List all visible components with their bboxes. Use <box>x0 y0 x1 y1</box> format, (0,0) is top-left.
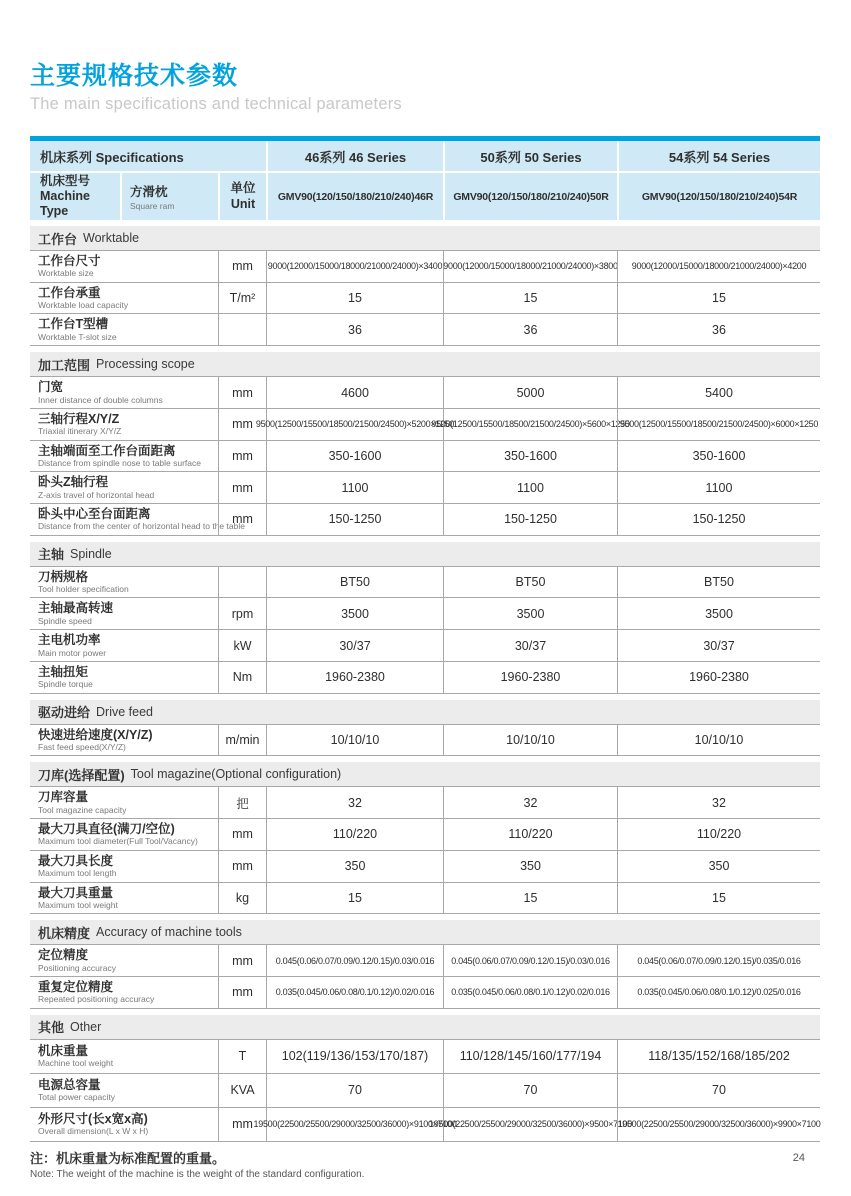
row-value: 110/220 <box>266 819 443 850</box>
row-label-cell <box>30 251 218 282</box>
section-title-en: Tool magazine(Optional configuration) <box>130 767 342 782</box>
row-value: 4600 <box>266 377 443 408</box>
section-rows <box>30 724 820 757</box>
row-label-zh: 电源总容量 <box>38 1077 101 1092</box>
row-label-en: Machine tool weight <box>38 1058 114 1069</box>
unit-label-en: Unit <box>230 196 256 211</box>
row-label-zh: 工作台尺寸 <box>38 254 101 268</box>
square-ram-cell <box>120 173 218 220</box>
row-value: 350-1600 <box>266 441 443 472</box>
page-subtitle: The main specifications and technical parameters <box>30 95 402 113</box>
row-value: 150-1250 <box>443 504 617 535</box>
section-rows <box>30 566 820 694</box>
table-section <box>30 352 820 536</box>
row-label-en: Spindle speed <box>38 615 92 626</box>
row-value: 1960-2380 <box>443 662 617 693</box>
table-row <box>30 1108 820 1142</box>
row-label-en: Spindle torque <box>38 679 93 690</box>
section-title-zh: 驱动进给 <box>38 705 91 721</box>
row-value: 15 <box>443 283 617 314</box>
row-value: 118/135/152/168/185/202 <box>617 1040 820 1073</box>
table-row <box>30 377 820 409</box>
row-unit: 把 <box>218 787 266 818</box>
row-label-cell <box>30 725 218 756</box>
row-label-zh: 最大刀具重量 <box>38 885 114 900</box>
row-unit: kg <box>218 883 266 914</box>
spec-table <box>30 136 820 1142</box>
row-value: 30/37 <box>443 630 617 661</box>
row-unit: mm <box>218 504 266 535</box>
section-title <box>30 542 820 566</box>
footer-note-en: Note: The weight of the machine is the weight of the standard configuration. <box>30 1168 365 1180</box>
row-unit: rpm <box>218 598 266 629</box>
row-label-en: Tool holder specification <box>38 584 129 595</box>
series-header-cell: 50系列 50 Series <box>443 141 617 171</box>
row-unit: Nm <box>218 662 266 693</box>
row-value: 19500(22500/25500/29000/32500/36000)×9500×7100 <box>443 1108 617 1141</box>
row-value: 350-1600 <box>617 441 820 472</box>
table-row <box>30 504 820 536</box>
row-value: 1100 <box>617 472 820 503</box>
footer-note-zh: 注：机床重量为标准配置的重量。 <box>30 1150 226 1166</box>
table-row <box>30 945 820 977</box>
row-label-en: Maximum tool length <box>38 868 117 879</box>
table-row <box>30 441 820 473</box>
row-value: 9500(12500/15500/18500/21500/24500)×5600×1250 <box>443 409 617 440</box>
table-row <box>30 1040 820 1074</box>
row-value: 150-1250 <box>266 504 443 535</box>
row-value: 1960-2380 <box>266 662 443 693</box>
row-label-cell <box>30 1108 218 1141</box>
row-label-zh: 主电机功率 <box>38 633 101 648</box>
section-title-en: Spindle <box>70 546 112 561</box>
row-value: 70 <box>443 1074 617 1107</box>
row-value: 36 <box>617 314 820 345</box>
row-label-en: Main motor power <box>38 647 107 658</box>
section-title-zh: 主轴 <box>38 547 65 563</box>
row-label-cell <box>30 977 218 1008</box>
row-value: 110/128/145/160/177/194 <box>443 1040 617 1073</box>
model-cell: GMV90(120/150/180/210/240)54R <box>617 173 820 220</box>
row-label-cell <box>30 1040 218 1073</box>
section-title-en: Accuracy of machine tools <box>96 925 242 940</box>
row-label-zh: 最大刀具长度 <box>38 853 114 868</box>
row-value: 15 <box>266 883 443 914</box>
row-value: 15 <box>443 883 617 914</box>
section-title-en: Worktable <box>83 231 140 245</box>
section-title-zh: 其他 <box>38 1020 65 1036</box>
unit-label-zh: 单位 <box>230 180 256 195</box>
section-title <box>30 920 820 944</box>
row-value: 0.035(0.045/0.06/0.08/0.1/0.12)/0.025/0.016 <box>617 977 820 1008</box>
footer-note <box>30 1148 820 1180</box>
row-label-zh: 定位精度 <box>38 948 89 963</box>
table-section <box>30 226 820 346</box>
row-value: 36 <box>266 314 443 345</box>
row-value: 9500(12500/15500/18500/21500/24500)×5200×1250 <box>266 409 443 440</box>
table-row <box>30 787 820 819</box>
row-label-zh: 卧头中心至台面距离 <box>38 507 151 522</box>
row-label-zh: 主轴最高转速 <box>38 601 114 616</box>
row-label-cell <box>30 1074 218 1107</box>
row-label-en: Repeated positioning accuracy <box>38 994 155 1005</box>
square-ram-label-zh: 方滑枕 <box>130 185 168 199</box>
row-label-en: Tool magazine capacity <box>38 804 127 815</box>
section-title-en: Processing scope <box>96 357 195 372</box>
table-row <box>30 819 820 851</box>
row-unit: mm <box>218 1108 266 1141</box>
row-label-cell <box>30 598 218 629</box>
table-header-model-row <box>30 173 820 220</box>
row-value: 350 <box>443 851 617 882</box>
row-value: 110/220 <box>443 819 617 850</box>
row-label-en: Maximum tool diameter(Full Tool/Vacancy) <box>38 836 198 847</box>
section-title-en: Other <box>70 1019 102 1034</box>
table-row <box>30 977 820 1009</box>
row-label-cell <box>30 662 218 693</box>
row-value: 10/10/10 <box>443 725 617 756</box>
row-label-zh: 主轴扭矩 <box>38 664 89 679</box>
row-value: 0.045(0.06/0.07/0.09/0.12/0.15)/0.03/0.016 <box>266 945 443 976</box>
unit-header-cell <box>218 173 266 220</box>
row-label-en: Worktable load capacity <box>38 300 129 311</box>
row-value: 19500(22500/25500/29000/32500/36000)×9900×7100 <box>617 1108 820 1141</box>
table-row <box>30 725 820 757</box>
row-label-zh: 重复定位精度 <box>38 979 114 994</box>
table-row <box>30 283 820 315</box>
table-row <box>30 251 820 283</box>
row-value: BT50 <box>443 567 617 598</box>
section-title <box>30 352 820 376</box>
page-number: 24 <box>792 1152 805 1164</box>
row-value: 9000(12000/15000/18000/21000/24000)×3800 <box>443 251 617 282</box>
row-value: 19500(22500/25500/29000/32500/36000)×9100×7100 <box>266 1108 443 1141</box>
table-row <box>30 1074 820 1108</box>
row-value: 0.035(0.045/0.06/0.08/0.1/0.12)/0.02/0.016 <box>443 977 617 1008</box>
row-value: BT50 <box>266 567 443 598</box>
row-label-zh: 最大刀具直径(满刀/空位) <box>38 822 175 837</box>
table-section <box>30 542 820 694</box>
row-value: 15 <box>617 883 820 914</box>
row-value: 32 <box>443 787 617 818</box>
row-unit: mm <box>218 472 266 503</box>
row-label-cell <box>30 441 218 472</box>
table-row <box>30 567 820 599</box>
row-label-en: Worktable T-slot size <box>38 331 117 342</box>
row-value: 32 <box>266 787 443 818</box>
row-label-zh: 工作台承重 <box>38 285 101 300</box>
table-row <box>30 662 820 694</box>
square-ram-label-en: Square ram <box>130 201 175 211</box>
table-header-series-row <box>30 141 820 171</box>
row-value: 10/10/10 <box>617 725 820 756</box>
row-value: 110/220 <box>617 819 820 850</box>
row-label-zh: 门宽 <box>38 380 64 395</box>
machine-type-line: Type <box>40 204 69 218</box>
row-value: 350-1600 <box>443 441 617 472</box>
row-label-zh: 主轴端面至工作台面距离 <box>38 443 176 458</box>
section-rows <box>30 944 820 1008</box>
row-label-zh: 刀库容量 <box>38 790 89 805</box>
section-rows <box>30 1039 820 1142</box>
machine-type-cell <box>30 173 120 220</box>
row-value: 15 <box>617 283 820 314</box>
table-row <box>30 630 820 662</box>
row-value: 0.035(0.045/0.06/0.08/0.1/0.12)/0.02/0.016 <box>266 977 443 1008</box>
row-label-cell <box>30 567 218 598</box>
row-label-en: Worktable size <box>38 268 94 279</box>
row-label-cell <box>30 787 218 818</box>
row-unit <box>218 314 266 345</box>
row-value: 70 <box>617 1074 820 1107</box>
row-value: 9500(12500/15500/18500/21500/24500)×6000×1250 <box>617 409 820 440</box>
row-unit <box>218 567 266 598</box>
row-value: 30/37 <box>266 630 443 661</box>
row-value: 0.045(0.06/0.07/0.09/0.12/0.15)/0.035/0.016 <box>617 945 820 976</box>
row-value: 70 <box>266 1074 443 1107</box>
row-value: 15 <box>266 283 443 314</box>
section-title-zh: 工作台 <box>38 231 78 247</box>
section-rows <box>30 786 820 914</box>
table-row <box>30 851 820 883</box>
section-title-zh: 刀库(选择配置) <box>38 767 125 783</box>
table-row <box>30 472 820 504</box>
row-value: 350 <box>266 851 443 882</box>
table-section <box>30 1015 820 1142</box>
row-value: 9000(12000/15000/18000/21000/24000)×4200 <box>617 251 820 282</box>
table-row <box>30 409 820 441</box>
row-label-cell <box>30 283 218 314</box>
row-value: 5400 <box>617 377 820 408</box>
row-value: 32 <box>617 787 820 818</box>
row-value: 10/10/10 <box>266 725 443 756</box>
table-section <box>30 700 820 757</box>
model-cell: GMV90(120/150/180/210/240)46R <box>266 173 443 220</box>
row-label-zh: 快速进给速度(X/Y/Z) <box>38 727 153 742</box>
row-unit: mm <box>218 945 266 976</box>
row-label-cell <box>30 314 218 345</box>
row-label-en: Triaxial itinerary X/Y/Z <box>38 426 122 437</box>
model-cell: GMV90(120/150/180/210/240)50R <box>443 173 617 220</box>
row-label-cell <box>30 472 218 503</box>
section-title-zh: 机床精度 <box>38 925 91 941</box>
row-value: BT50 <box>617 567 820 598</box>
row-label-zh: 外形尺寸(长x宽x高) <box>38 1111 148 1126</box>
section-title <box>30 1015 820 1039</box>
row-label-cell <box>30 883 218 914</box>
row-unit: mm <box>218 977 266 1008</box>
page-title: 主要规格技术参数 <box>30 62 239 90</box>
row-value: 5000 <box>443 377 617 408</box>
row-value: 36 <box>443 314 617 345</box>
machine-type-line: Machine <box>40 189 91 203</box>
row-unit: m/min <box>218 725 266 756</box>
table-section <box>30 920 820 1008</box>
row-unit: T <box>218 1040 266 1073</box>
row-unit: T/m² <box>218 283 266 314</box>
row-value: 3500 <box>443 598 617 629</box>
section-rows <box>30 250 820 346</box>
row-label-en: Distance from spindle nose to table surface <box>38 457 202 468</box>
row-label-cell <box>30 409 218 440</box>
row-value: 9000(12000/15000/18000/21000/24000)×3400 <box>266 251 443 282</box>
row-label-en: Inner distance of double columns <box>38 394 163 405</box>
section-title <box>30 762 820 786</box>
section-title-en: Drive feed <box>96 704 153 719</box>
row-label-cell <box>30 630 218 661</box>
row-label-en: Total power capacity <box>38 1092 116 1103</box>
row-value: 30/37 <box>617 630 820 661</box>
row-value: 150-1250 <box>617 504 820 535</box>
machine-type-line: 机床型号 <box>40 174 91 188</box>
row-label-cell <box>30 851 218 882</box>
row-value: 102(119/136/153/170/187) <box>266 1040 443 1073</box>
section-rows <box>30 376 820 536</box>
row-label-en: Z-axis travel of horizontal head <box>38 489 155 500</box>
spec-table-body <box>30 226 820 1142</box>
row-label-cell <box>30 945 218 976</box>
spec-header-cell: 机床系列 Specifications <box>30 141 266 171</box>
row-value: 1100 <box>266 472 443 503</box>
table-section <box>30 762 820 914</box>
row-unit: mm <box>218 819 266 850</box>
row-label-zh: 机床重量 <box>38 1043 89 1058</box>
row-value: 350 <box>617 851 820 882</box>
row-label-cell <box>30 377 218 408</box>
table-row <box>30 883 820 915</box>
row-unit: mm <box>218 377 266 408</box>
row-value: 1960-2380 <box>617 662 820 693</box>
row-label-en: Fast feed speed(X/Y/Z) <box>38 742 126 752</box>
row-value: 3500 <box>266 598 443 629</box>
series-header-cell: 54系列 54 Series <box>617 141 820 171</box>
section-title <box>30 226 820 250</box>
row-label-zh: 三轴行程X/Y/Z <box>38 411 120 426</box>
row-unit: kW <box>218 630 266 661</box>
row-label-zh: 工作台T型槽 <box>38 317 109 332</box>
row-label-en: Maximum tool weight <box>38 899 118 910</box>
row-value: 3500 <box>617 598 820 629</box>
series-header-cell: 46系列 46 Series <box>266 141 443 171</box>
table-row <box>30 314 820 346</box>
section-title-zh: 加工范围 <box>38 357 91 373</box>
table-row <box>30 598 820 630</box>
row-label-zh: 卧头Z轴行程 <box>38 475 109 490</box>
row-label-en: Distance from the center of horizontal head to the table <box>38 521 245 532</box>
section-title <box>30 700 820 724</box>
row-unit: mm <box>218 409 266 440</box>
row-unit: KVA <box>218 1074 266 1107</box>
row-unit: mm <box>218 251 266 282</box>
row-label-en: Overall dimension(L x W x H) <box>38 1126 149 1137</box>
row-value: 1100 <box>443 472 617 503</box>
row-label-zh: 刀柄规格 <box>38 569 89 584</box>
row-unit: mm <box>218 851 266 882</box>
row-value: 0.045(0.06/0.07/0.09/0.12/0.15)/0.03/0.016 <box>443 945 617 976</box>
row-label-en: Positioning accuracy <box>38 962 116 973</box>
row-label-cell <box>30 819 218 850</box>
row-unit: mm <box>218 441 266 472</box>
